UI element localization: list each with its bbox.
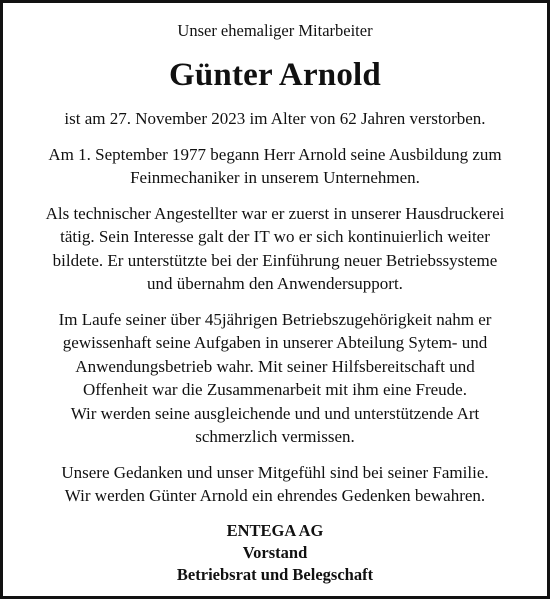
text-line: Unsere Gedanken und unser Mitgefühl sind bei seiner Familie. bbox=[61, 462, 489, 482]
paragraph-tribute bbox=[17, 308, 533, 449]
text-line: Wir werden seine ausgleichende und und unterstützende Art bbox=[70, 403, 480, 423]
text-line: gewissenhaft seine Aufgaben in unserer Abteilung Sytem- und bbox=[62, 333, 488, 352]
paragraph-death-date bbox=[17, 107, 533, 131]
text-line: tätig. Sein Interesse galt der IT wo er sich kontinuierlich weiter bbox=[60, 227, 490, 246]
paragraph-apprenticeship bbox=[17, 143, 533, 190]
text-line: schmerzlich vermissen. bbox=[195, 427, 355, 446]
intro-line: Unser ehemaliger Mitarbeiter bbox=[177, 21, 373, 40]
deceased-name: Günter Arnold bbox=[169, 57, 381, 93]
text-line: Offenheit war die Zusammenarbeit mit ihm eine Freude. bbox=[83, 380, 467, 399]
paragraph-condolence bbox=[17, 461, 533, 508]
text-line: Feinmechaniker in unserem Unternehmen. bbox=[130, 168, 420, 187]
signature-block bbox=[17, 520, 533, 586]
text-line: ist am 27. November 2023 im Alter von 62 Jahren verstorben. bbox=[64, 109, 486, 128]
company-name: ENTEGA AG bbox=[226, 520, 324, 540]
text-line: Wir werden Günter Arnold ein ehrendes Gedenken bewahren. bbox=[64, 486, 486, 505]
text-line: Als technischer Angestellter war er zuerst in unserer Hausdruckerei bbox=[45, 203, 505, 223]
signatory-staff: Betriebsrat und Belegschaft bbox=[176, 564, 374, 584]
text-line: und übernahm den Anwendersupport. bbox=[147, 274, 403, 293]
text-line: Anwendungsbetrieb wahr. Mit seiner Hilfsbereitschaft und bbox=[75, 356, 475, 376]
paragraph-career bbox=[17, 202, 533, 296]
text-line: Am 1. September 1977 begann Herr Arnold seine Ausbildung zum bbox=[48, 144, 502, 164]
signatory-board: Vorstand bbox=[242, 542, 308, 562]
text-line: Im Laufe seiner über 45jährigen Betriebszugehörigkeit nahm er bbox=[58, 309, 492, 329]
text-line: bildete. Er unterstützte bei der Einführung neuer Betriebssysteme bbox=[52, 250, 498, 270]
